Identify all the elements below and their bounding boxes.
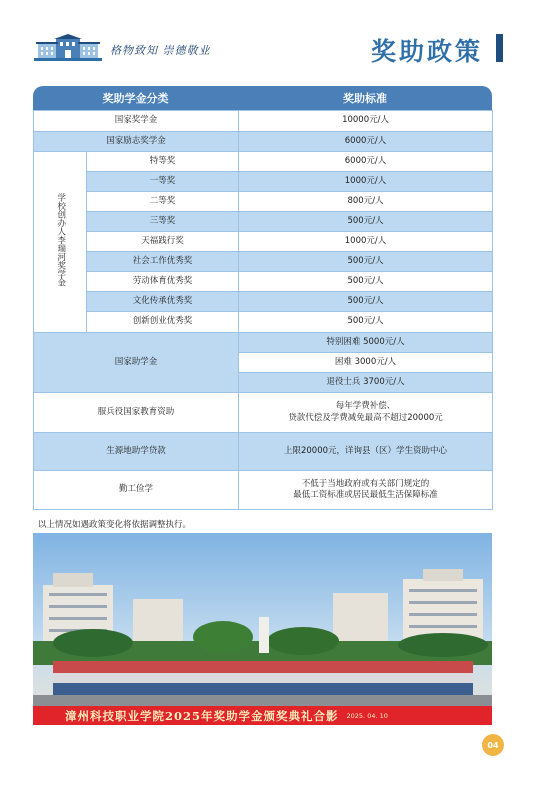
policy-note: 以上情况如遇政策变化将依据调整执行。 xyxy=(38,520,192,530)
table-row xyxy=(34,292,493,312)
table-row xyxy=(34,192,493,212)
row-value: 6000元/人 xyxy=(239,152,493,172)
row-value: 1000元/人 xyxy=(239,232,493,252)
row-value: 500元/人 xyxy=(239,212,493,232)
row-value: 10000元/人 xyxy=(239,111,493,132)
row-value: 500元/人 xyxy=(239,292,493,312)
page-title: 奖助政策 xyxy=(371,37,484,66)
row-value: 500元/人 xyxy=(239,272,493,292)
row-label: 天福践行奖 xyxy=(87,232,239,252)
table-row xyxy=(34,272,493,292)
page-header xyxy=(0,0,542,78)
row-value: 困难 3000元/人 xyxy=(239,353,493,373)
row-label: 国家励志奖学金 xyxy=(34,132,239,152)
row-value: 1000元/人 xyxy=(239,172,493,192)
group-photo xyxy=(33,533,492,725)
row-value: 特别困难 5000元/人 xyxy=(239,333,493,353)
table-row xyxy=(34,333,493,353)
row-label: 三等奖 xyxy=(87,212,239,232)
row-value: 6000元/人 xyxy=(239,132,493,152)
row-label: 服兵役国家教育资助 xyxy=(34,393,239,433)
photo-date: 2025. 04. 10 xyxy=(346,711,388,720)
page-number: 04 xyxy=(482,734,504,756)
title-accent-bar xyxy=(496,34,503,62)
row-value-line: 最低工资标准或居民最低生活保障标准 xyxy=(293,490,438,500)
table-row xyxy=(34,471,493,510)
row-label: 勤工俭学 xyxy=(34,471,239,510)
table-row xyxy=(34,152,493,172)
row-value-line: 不低于当地政府或有关部门规定的 xyxy=(301,478,430,489)
school-motto: 格物致知 崇德敬业 xyxy=(110,44,211,57)
row-label: 创新创业优秀奖 xyxy=(87,312,239,333)
table-row xyxy=(34,393,493,433)
row-value: 退役士兵 3700元/人 xyxy=(239,373,493,393)
row-label: 二等奖 xyxy=(87,192,239,212)
photo-caption: 漳州科技职业学院2025年奖助学金颁奖典礼合影 xyxy=(65,708,339,723)
header-standard: 奖助标准 xyxy=(238,86,492,110)
row-label: 生源地助学贷款 xyxy=(34,433,239,471)
table-row xyxy=(34,312,493,333)
table-row xyxy=(34,232,493,252)
group-label-text: 学校创办人李瑞河奖学金 xyxy=(55,193,66,287)
row-value: 500元/人 xyxy=(239,312,493,333)
table-header xyxy=(33,86,492,110)
table-row xyxy=(34,433,493,471)
table-body xyxy=(33,110,493,510)
table-row xyxy=(34,172,493,192)
header-category: 奖助学金分类 xyxy=(33,86,238,110)
campus-building-icon xyxy=(34,34,102,62)
row-label: 文化传承优秀奖 xyxy=(87,292,239,312)
row-label: 社会工作优秀奖 xyxy=(87,252,239,272)
row-value: 上限20000元，详询县（区）学生资助中心 xyxy=(239,433,493,471)
row-value xyxy=(239,471,493,510)
row-value: 500元/人 xyxy=(239,252,493,272)
photo-caption-bar xyxy=(33,706,492,725)
group-label xyxy=(34,152,87,333)
row-value xyxy=(239,393,493,433)
row-label: 劳动体育优秀奖 xyxy=(87,272,239,292)
row-label: 国家助学金 xyxy=(34,333,239,393)
row-value-line: 贷款代偿及学费减免最高不超过20000元 xyxy=(288,412,443,423)
row-label: 国家奖学金 xyxy=(34,111,239,132)
table-row xyxy=(34,212,493,232)
row-value-line: 每年学费补偿、 xyxy=(335,401,396,412)
row-value: 800元/人 xyxy=(239,192,493,212)
scholarship-table xyxy=(33,86,492,510)
row-label: 一等奖 xyxy=(87,172,239,192)
row-label: 特等奖 xyxy=(87,152,239,172)
table-row xyxy=(34,252,493,272)
table-row xyxy=(34,111,493,132)
table-row xyxy=(34,132,493,152)
